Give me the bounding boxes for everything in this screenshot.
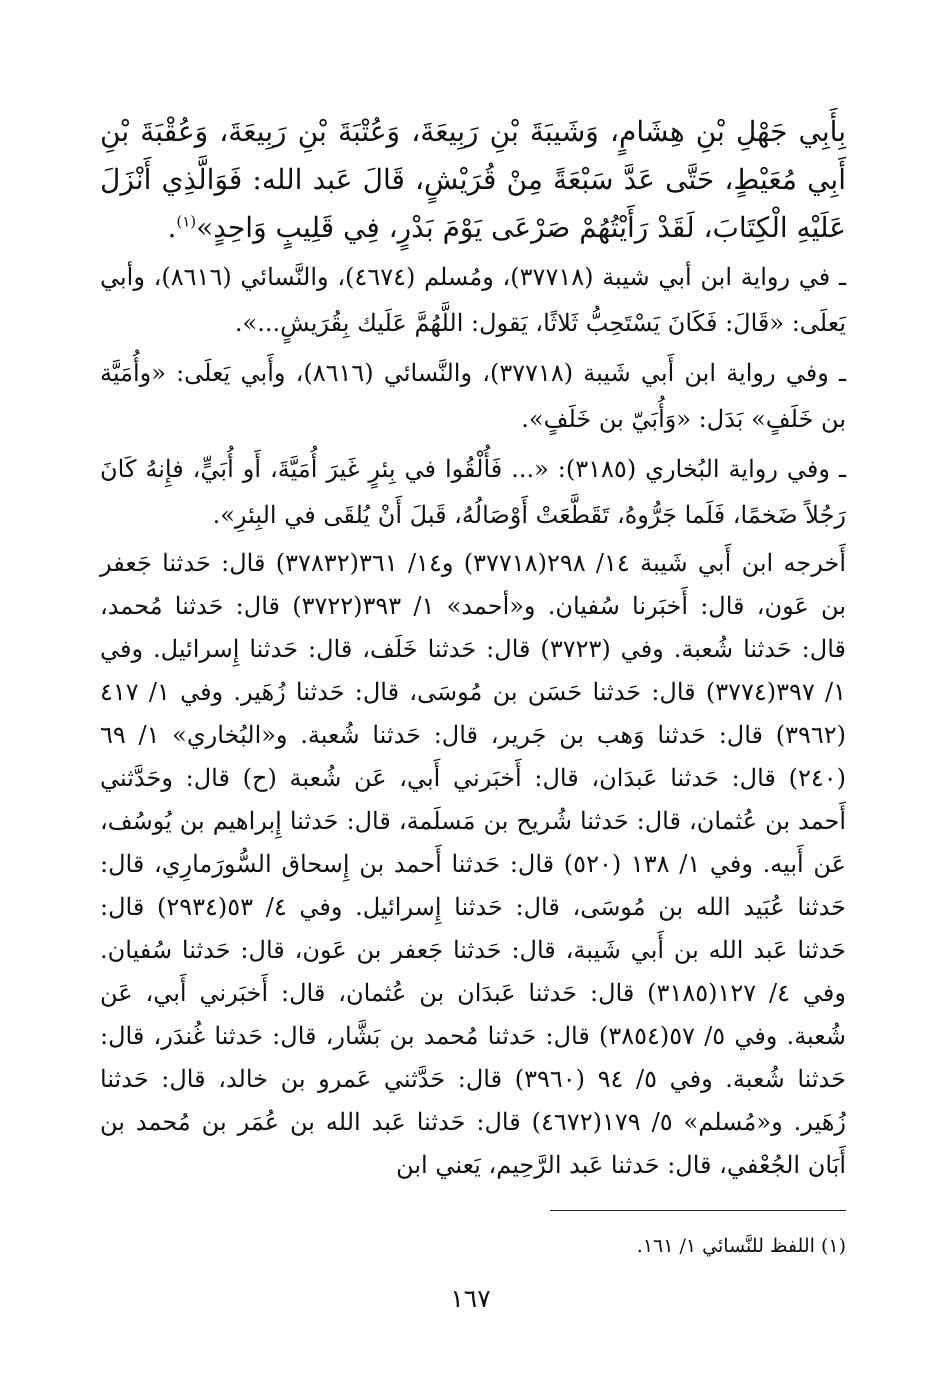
variant-narration: ـ وفي رواية البُخاري (٣١٨٥): «... فَأُلْقُوا في بِئرٍ غَيرَ أُمَيَّةَ، أَو أُبَيٍّ، فإِنهُ كَانَ رَجُلاً ضَخمًا، فَلَما جَرُّوهُ، تَقَطَّعَتْ أَوْصَالُهُ، قَبلَ أَنْ يُلقَى في البِئرِ». [100, 455, 846, 529]
takhrij-paragraph: أَخرجه ابن أَبي شَيبة ١٤/ ٢٩٨(٣٧٧١٨) و١٤/ ٣٦١(٣٧٨٣٢) قال: حَدثنا جَعفر بن عَون، قال: أَخبَرنا سُفيان. و«أحمد» ١/ ٣٩٣(٣٧٢٢) قال: حَدثنا مُحمد، قال: حَدثنا شُعبة. وفي (٣٧٢٣) قال: حَدثنا خَلَف، قال: حَدثنا إِسرائيل. وفي ١/ ٣٩٧(٣٧٧٤) قال: حَدثنا حَسَن بن مُوسَى، قال: حَدثنا زُهَير. وفي ١/ ٤١٧ (٣٩٦٢) قال: حَدثنا وَهب بن جَرير، قال: حَدثنا شُعبة. و«البُخاري» ١/ ٦٩ (٢٤٠) قال: حَدثنا عَبدَان، قال: أَخبَرني أَبي، عَن شُعبة (ح) قال: وحَدَّثني أَحمد بن عُثمان، قال: حَدثنا شُريح بن مَسلَمة، قال: حَدثنا إِبراهيم بن يُوسُف، عَن أَبيه. وفي ١/ ١٣٨ (٥٢٠) قال: حَدثنا أَحمد بن إِسحاق السُّورَمارِي، قال: حَدثنا عُبَيد الله بن مُوسَى، قال: حَدثنا إِسرائيل. وفي ٤/ ٥٣(٢٩٣٤) قال: حَدثنا عَبد الله بن أَبي شَيبة، قال: حَدثنا جَعفر بن عَون، قال: حَدثنا سُفيان. وفي ٤/ ١٢٧(٣١٨٥) قال: حَدثنا عَبدَان بن عُثمان، قال: أَخبَرني أَبي، عَن شُعبة. وفي ٥/ ٥٧(٣٨٥٤) قال: حَدثنا مُحمد بن بَشَّار، قال: حَدثنا غُندَر، قال: حَدثنا شُعبة. وفي ٥/ ٩٤ (٣٩٦٠) قال: حَدَّثني عَمرو بن خالد، قال: حَدثنا زُهَير. و«مُسلم» ٥/ ١٧٩(٤٦٧٢) قال: حَدثنا عَبد الله بن عُمَر بن مُحمد بن أَبَان الجُعْفي، قال: حَدثنا عَبد الرَّحِيم، يَعني ابن [100, 549, 847, 1179]
footnote-reference[interactable]: (١) [176, 212, 197, 231]
hadith-text-body: بِأَبِي جَهْلِ بْنِ هِشَامٍ، وَشَيبَةَ بْنِ رَبِيعَةَ، وَعُتْبَةَ بْنِ رَبِيعَةَ، وَعُقْبَةَ بْنِ أَبِي مُعَيْطٍ، حَتَّى عَدَّ سَبْعَةً مِنْ قُرَيْشٍ، قَالَ عَبد الله: فَوَالَّذِي أَنْزَلَ عَلَيْهِ الْكِتَابَ، لَقَدْ رَأَيْتُهُمْ صَرْعَى يَوْمَ بَدْرٍ، فِي قَلِيبٍ وَاحِدٍ» [100, 115, 846, 244]
page-number: ١٦٧ [450, 1284, 491, 1313]
hadith-end-mark: . [167, 211, 177, 244]
hadith-text [100, 108, 846, 252]
footnote: (١) اللفظ للنَّسائي ١/ ١٦١. [636, 1235, 846, 1257]
variant-narration: ـ وفي رواية ابن أَبي شَيبة (٣٧٧١٨)، والنَّسائي (٨٦١٦)، وأَبي يَعلَى: «وأُمَيَّة بن خَلَفٍ» بَدَل: «وَأُبَيّ بن خَلَفٍ». [100, 359, 847, 433]
variant-narration: ـ في رواية ابن أبي شيبة (٣٧٧١٨)، ومُسلم (٤٦٧٤)، والنَّسائي (٨٦١٦)، وأبي يَعلَى: «قَالَ: فَكَانَ يَسْتَحِبُّ ثَلاثًا، يَقول: اللَّهُمَّ عَلَيك بِقُرَيشٍ...». [100, 263, 847, 337]
footnote-divider [550, 1210, 846, 1211]
page-body [100, 108, 846, 1187]
